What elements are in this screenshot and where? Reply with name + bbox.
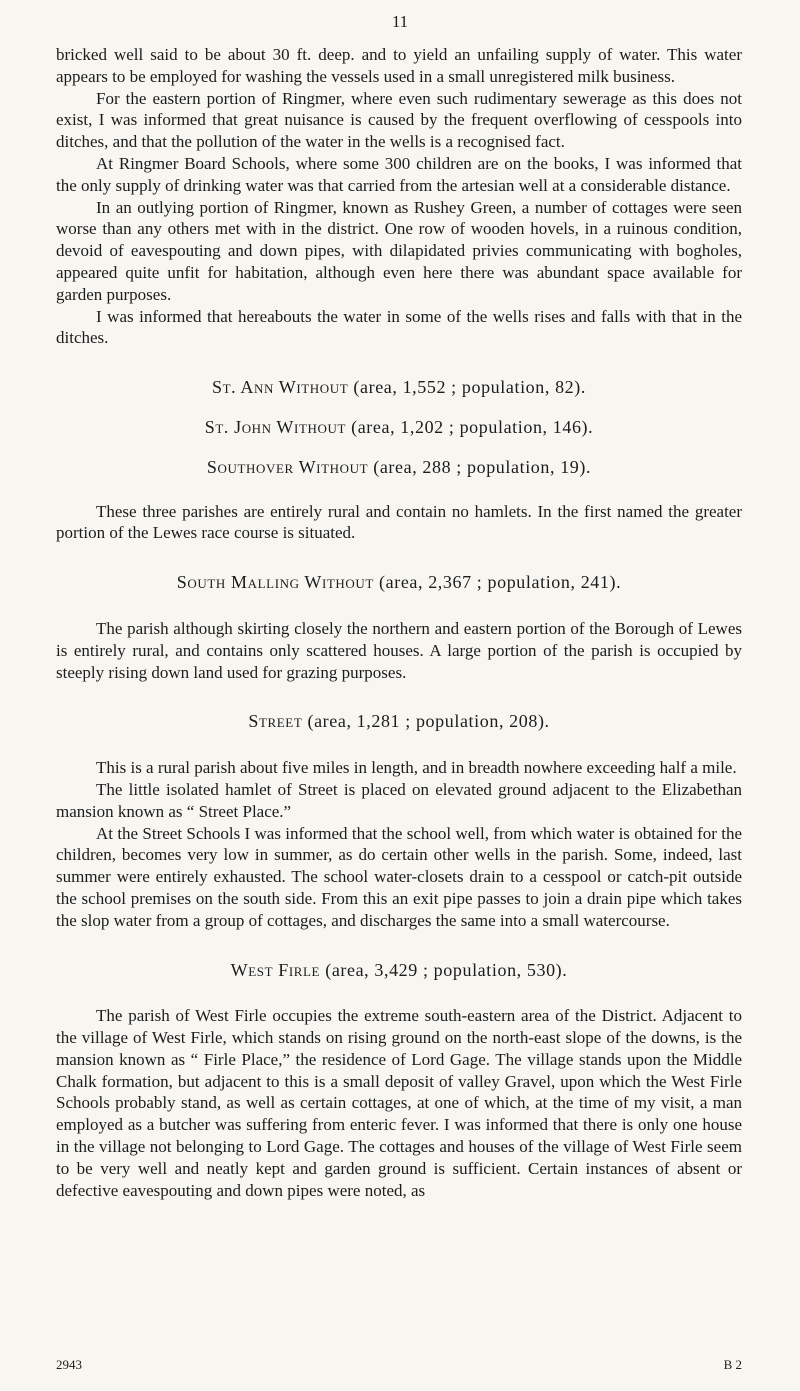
paragraph-ringmer-schools: At Ringmer Board Schools, where some 300 children are on the books, I was informed that the only supply of drinking water was that carried from the artesian well at a considerable distance. bbox=[56, 153, 742, 195]
heading-name: West Firle bbox=[230, 959, 321, 980]
paragraph-wells-ditches: I was informed that hereabouts the water in some of the wells rises and falls with that in the ditches. bbox=[56, 306, 742, 348]
paragraph-well-supply: bricked well said to be about 30 ft. deep. and to yield an unfailing supply of water. This water appears to be employed for washing the vessels used in a small unregistered milk business. bbox=[56, 45, 742, 86]
paragraph-three-parishes: These three parishes are entirely rural and contain no hamlets. In the first named the greater portion of the Lewes race course is situated. bbox=[56, 501, 742, 543]
paragraph-rushey-green: In an outlying portion of Ringmer, known as Rushey Green, a number of cottages were seen worse than any others met with in the district. One row of wooden hovels, in a ruinous condition, devoid of eavespouting and down pipes, with dilapidated privies communicating with bogholes, appeared quite unfit for habitation, although even here there was abundant space available for garden purposes. bbox=[56, 197, 742, 304]
page-body bbox=[56, 44, 742, 1201]
paragraph-south-malling: The parish although skirting closely the northern and eastern portion of the Borough of Lewes is entirely rural, and contains only scattered houses. A large portion of the parish is occupied by steeply rising down land used for grazing purposes. bbox=[56, 618, 742, 682]
paragraph-west-firle: The parish of West Firle occupies the extreme south-eastern area of the District. Adjacent to the village of West Firle, which stands on rising ground on the north-east slope of the downs, is the mansion known as “ Firle Place,” the residence of Lord Gage. The village stands upon the Middle Chalk formation, but adjacent to this is a small deposit of valley Gravel, upon which the West Firle Schools probably stand, as well as certain cottages, at one of which, at the time of my visit, a man employed as a butcher was suffering from enteric fever. I was informed that there is only one house in the village not belonging to Lord Gage. The cottages and houses of the village of West Firle seem to be very well and neatly kept and garden ground is sufficient. Certain instances of absent or defective eavespouting and down pipes were noted, as bbox=[56, 1006, 742, 1200]
heading-st-ann-without bbox=[56, 377, 742, 399]
page-footer bbox=[56, 1357, 742, 1373]
heading-stats: (area, 1,202 ; population, 146). bbox=[351, 416, 594, 437]
signature-mark: B 2 bbox=[723, 1357, 742, 1372]
paragraph-eastern-ringmer: For the eastern portion of Ringmer, where even such rudimentary sewerage as this does not exist, I was informed that great nuisance is caused by the frequent overflowing of cesspools into ditches, and that the pollution of the water in the wells is a recognised fact. bbox=[56, 88, 742, 152]
heading-stats: (area, 2,367 ; population, 241). bbox=[379, 572, 622, 593]
heading-west-firle bbox=[56, 960, 742, 982]
heading-name: St. John Without bbox=[204, 416, 346, 437]
heading-name: South Malling Without bbox=[176, 572, 374, 593]
heading-stats: (area, 3,429 ; population, 530). bbox=[325, 959, 568, 980]
heading-stats: (area, 288 ; population, 19). bbox=[373, 456, 592, 477]
paragraph-street-length: This is a rural parish about five miles in length, and in breadth nowhere exceeding half a mile. bbox=[96, 758, 737, 778]
heading-stats: (area, 1,552 ; population, 82). bbox=[353, 377, 586, 398]
heading-south-malling-without bbox=[56, 572, 742, 594]
heading-name: Southover Without bbox=[206, 456, 369, 477]
heading-name: St. Ann Without bbox=[212, 377, 349, 398]
heading-name: Street bbox=[248, 711, 303, 732]
page-number: 11 bbox=[391, 12, 409, 31]
heading-southover-without bbox=[56, 457, 742, 479]
heading-street bbox=[56, 711, 742, 733]
paragraph-street-place: The little isolated hamlet of Street is placed on elevated ground adjacent to the Elizabethan mansion known as “ Street Place.” bbox=[56, 779, 742, 821]
heading-st-john-without bbox=[56, 417, 742, 439]
print-code: 2943 bbox=[56, 1357, 82, 1372]
paragraph-street-schools: At the Street Schools I was informed that the school well, from which water is obtained for the children, becomes very low in summer, as do certain other wells in the parish. Some, indeed, last summer were entirely exhausted. The school water-closets drain to a cesspool or catch-pit outside the school premises on the south side. From this an exit pipe passes to join a drain pipe which takes the slop water from a group of cottages, and discharges the same into a small watercourse. bbox=[56, 823, 742, 930]
heading-stats: (area, 1,281 ; population, 208). bbox=[307, 711, 550, 732]
